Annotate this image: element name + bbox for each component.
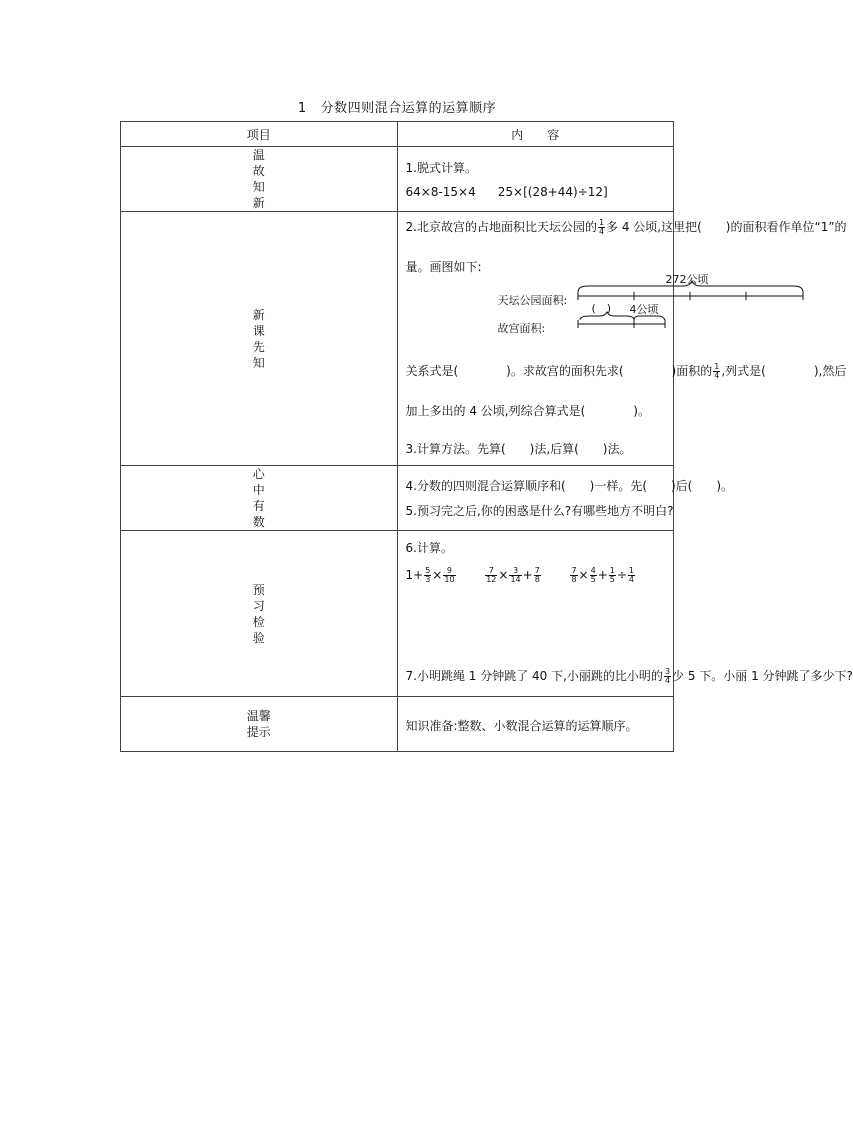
page-title <box>0 97 794 116</box>
q1-exprs <box>406 185 608 199</box>
q6-expr-3: $\frac{7}{8}$ × $\frac{4}{5}$ + $\frac{1}{5}$ ÷ $\frac{1}{4}$ <box>571 566 635 584</box>
top-brace <box>578 281 803 292</box>
relation-line1 <box>406 362 847 380</box>
gugong-brace-1 <box>580 312 634 320</box>
gugong-label: 故宫面积: <box>497 322 546 335</box>
section-label-check <box>121 531 398 697</box>
tiantan-label: 天坛公园面积: <box>497 294 568 307</box>
header-content-text: 内 容 <box>511 127 560 142</box>
header-item <box>121 122 398 147</box>
section-newlesson <box>397 212 847 466</box>
section-label-text: 预习检验 <box>252 582 265 645</box>
q6-expr-1: 1+ $\frac{5}{3}$ × $\frac{9}{10}$ <box>405 566 455 584</box>
line-segment-diagram <box>497 273 818 350</box>
section-label-text: 心中有数 <box>252 467 265 529</box>
diagram-lines <box>498 280 818 350</box>
header-item-text: 项目 <box>246 127 271 142</box>
section-check <box>397 531 853 697</box>
q4-text: 4.分数的四则混合运算顺序和( )一样。先( )后( )。 <box>405 479 734 493</box>
q1-expr-2: 25×[(28+44)÷12] <box>497 185 608 199</box>
header-content <box>397 122 674 147</box>
section-label-text: 温故知新 <box>252 148 265 210</box>
section-label-text: 新课先知 <box>252 307 265 370</box>
q2-line1 <box>406 218 847 236</box>
section-label-tip <box>121 697 398 752</box>
rel-fraction: $\frac{1}{4}$ <box>714 362 720 380</box>
section-label-newlesson <box>121 212 398 466</box>
section-label-review <box>121 147 398 212</box>
q6-expr-2: $\frac{7}{12}$ × $\frac{3}{14}$ + $\frac{7}{8}$ <box>486 566 540 584</box>
q1-expr-1: 64×8-15×4 <box>405 185 476 199</box>
worksheet-table <box>120 121 853 752</box>
q2-fraction: $\frac{1}{4}$ <box>598 218 605 236</box>
relation-line2: 加上多出的 4 公顷,列综合算式是( )。 <box>405 404 650 418</box>
top-total-label: 272公顷 <box>665 273 709 286</box>
title-number: 1 <box>297 101 307 116</box>
extra-label: 4公顷 <box>629 303 659 316</box>
section-label-mind <box>121 466 398 531</box>
rel-part1: 关系式是( )。求故宫的面积先求( )面积的 <box>405 364 713 378</box>
rel-part2: ,列式是( ),然后 <box>721 364 847 378</box>
section-mind <box>397 466 734 531</box>
section-label-text: 温馨提示 <box>246 709 271 739</box>
section-tip <box>397 697 674 752</box>
q2-part1: 2.北京故宫的占地面积比天坛公园的 <box>405 220 597 234</box>
paren-label: ( ) <box>591 302 612 315</box>
q6-title: 6.计算。 <box>405 541 453 555</box>
q3-text: 3.计算方法。先算( )法,后算( )法。 <box>405 442 632 456</box>
title-text: 分数四则混合运算的运算顺序 <box>320 101 497 116</box>
q6-exprs <box>406 567 637 589</box>
q7-fraction: $\frac{3}{4}$ <box>664 667 671 685</box>
q2-part2: 多 4 公顷,这里把( )的面积看作单位“1”的 <box>606 220 847 234</box>
q5-text: 5.预习完之后,你的困惑是什么?有哪些地方不明白? <box>405 504 674 518</box>
q2-line2: 量。画图如下: <box>405 260 482 274</box>
q1-title: 1.脱式计算。 <box>405 161 477 175</box>
q7-part2: 少 5 下。小丽 1 分钟跳了多少下? <box>672 669 853 683</box>
q7-part1: 7.小明跳绳 1 分钟跳了 40 下,小丽跳的比小明的 <box>405 669 663 683</box>
tip-text: 知识准备:整数、小数混合运算的运算顺序。 <box>405 719 638 733</box>
section-review <box>397 147 674 212</box>
q7-text <box>406 667 853 685</box>
gugong-brace-2 <box>634 316 665 320</box>
